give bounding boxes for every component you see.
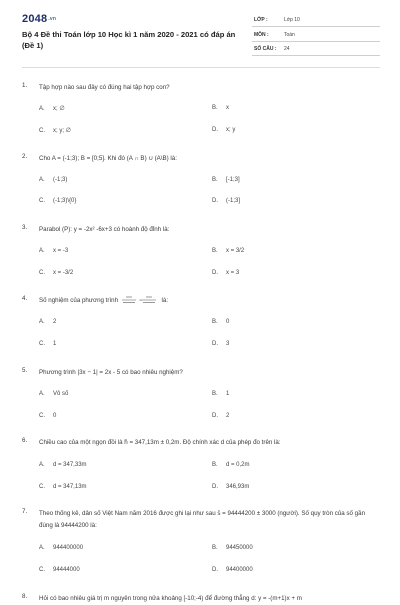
logo-text: 2048 (22, 13, 48, 25)
option-d[interactable] (212, 413, 229, 419)
option-letter: B. (212, 177, 218, 183)
question-stem: Tập hợp nào sau đây có đúng hai tập hợp con? (39, 84, 170, 91)
equation-image (120, 295, 160, 305)
option-a[interactable] (39, 248, 68, 254)
option-a[interactable] (39, 105, 65, 112)
option-text: 0 (226, 319, 230, 325)
question-stem: Hỏi có bao nhiêu giá trị m nguyên trong nửa khoảng [-10;-4) để đường thẳng d: y = -(m+1)x + m (39, 595, 302, 602)
meta-subject (252, 29, 380, 42)
option-d[interactable] (212, 127, 235, 133)
option-letter: C. (39, 413, 45, 419)
option-text: 2 (226, 413, 230, 419)
option-text: (-1;3] (226, 198, 241, 204)
option-letter: D. (212, 198, 218, 204)
logo-domain: .vn (48, 16, 57, 23)
exam-meta (252, 14, 380, 58)
question-stem-text: Số nghiệm của phương trình (39, 297, 119, 304)
header (0, 0, 400, 62)
option-a[interactable] (39, 462, 87, 468)
option-text: 1 (226, 391, 230, 397)
page-title: Bộ 4 Đề thi Toán lớp 10 Học kì 1 năm 2020 - 2021 có đáp án (Đề 1) (22, 30, 236, 50)
question-number: 8. (22, 593, 28, 600)
option-letter: A. (39, 177, 45, 183)
option-letter: A. (39, 319, 45, 325)
question-number: 2. (22, 153, 28, 160)
option-b[interactable] (212, 462, 250, 468)
option-text: 3 (226, 341, 230, 347)
option-d[interactable] (212, 484, 249, 490)
option-b[interactable] (212, 391, 229, 397)
question-stem: Parabol (P): y = -2x² -6x+3 có hoành độ đỉnh là: (39, 226, 170, 233)
question-stem: Theo thống kê, dân số Việt Nam năm 2016 được ghi lại như sau s̄ = 94444200 ± 3000 (người). Số quy tròn của số gần đúng là 94444200 là: (39, 510, 366, 529)
option-letter: C. (39, 198, 45, 204)
question-stem (39, 295, 379, 307)
option-d[interactable] (212, 198, 240, 204)
question-number: 1. (22, 82, 28, 89)
question-number: 4. (22, 295, 28, 302)
question-number: 6. (22, 437, 28, 444)
option-letter: A. (39, 391, 45, 397)
question-number: 7. (22, 508, 28, 515)
option-c[interactable] (39, 341, 56, 347)
option-text: d = 347,13m (53, 484, 87, 490)
meta-class (252, 14, 380, 27)
option-text: Vô số (53, 391, 69, 397)
question-stem: Chiều cao của một ngọn đồi là h̄ = 347,13m ± 0,2m. Độ chính xác d của phép đo trên là: (39, 439, 281, 446)
option-text: (-1;3) (53, 177, 68, 183)
option-letter: C. (39, 128, 45, 134)
option-text: (-1;3)\{0} (53, 198, 77, 204)
option-c[interactable] (39, 127, 71, 134)
meta-count (252, 43, 380, 56)
option-letter: D. (212, 567, 218, 573)
option-letter: B. (212, 545, 218, 551)
option-text: 94450000 (226, 545, 253, 551)
option-text: [-1;3] (226, 177, 240, 183)
option-c[interactable] (39, 484, 87, 490)
option-b[interactable] (212, 545, 253, 551)
option-letter: B. (212, 462, 218, 468)
option-text: x = 3/2 (226, 248, 245, 254)
option-letter: C. (39, 341, 45, 347)
option-letter: D. (212, 127, 218, 133)
option-b[interactable] (212, 105, 229, 111)
option-text: 346,93m (226, 484, 250, 490)
question-stem: Phương trình |3x − 1| = 2x - 5 có bao nhiêu nghiệm? (39, 369, 183, 376)
option-letter: D. (212, 484, 218, 490)
option-text: 94400000 (226, 567, 253, 573)
meta-value: 24 (284, 46, 290, 52)
question-stem: Cho A = (-1;3); B = [0;5]. Khi đó (A ∩ B) ∪ (A\B) là: (39, 155, 177, 162)
option-text: x (226, 105, 229, 111)
option-text: x = -3 (53, 248, 69, 254)
option-letter: C. (39, 567, 45, 573)
option-b[interactable] (212, 319, 229, 325)
option-a[interactable] (39, 319, 56, 325)
option-c[interactable] (39, 567, 80, 573)
meta-label: SỐ CÂU : (254, 46, 277, 52)
site-logo[interactable] (22, 13, 56, 25)
option-a[interactable] (39, 177, 67, 183)
option-a[interactable] (39, 391, 68, 397)
option-d[interactable] (212, 270, 239, 276)
option-letter: A. (39, 545, 45, 551)
option-c[interactable] (39, 270, 73, 276)
option-text: x; y; ∅ (53, 128, 71, 134)
meta-value: Lớp 10 (284, 17, 300, 23)
option-text: 0 (53, 413, 57, 419)
option-letter: A. (39, 106, 45, 112)
option-letter: B. (212, 248, 218, 254)
option-text: 944400000 (53, 545, 84, 551)
option-text: 2 (53, 319, 57, 325)
question-stem-tail: là: (161, 297, 169, 304)
option-a[interactable] (39, 545, 83, 551)
option-text: d = 0,2m (226, 462, 250, 468)
question-number: 3. (22, 224, 28, 231)
option-letter: C. (39, 484, 45, 490)
option-c[interactable] (39, 413, 56, 419)
option-text: x = 3 (226, 270, 240, 276)
meta-label: MÔN : (254, 31, 269, 38)
option-letter: B. (212, 319, 218, 325)
option-text: x; ∅ (53, 106, 65, 112)
option-d[interactable] (212, 567, 253, 573)
option-letter: A. (39, 248, 45, 254)
option-text: 94444000 (53, 567, 80, 573)
option-letter: C. (39, 270, 45, 276)
option-letter: D. (212, 341, 218, 347)
option-text: 1 (53, 341, 57, 347)
option-d[interactable] (212, 341, 229, 347)
option-c[interactable] (39, 198, 76, 204)
option-text: x = -3/2 (53, 270, 74, 276)
meta-label: LỚP : (254, 17, 268, 23)
option-letter: B. (212, 105, 218, 111)
option-letter: D. (212, 270, 218, 276)
question-number: 5. (22, 367, 28, 374)
option-letter: D. (212, 413, 218, 419)
option-b[interactable] (212, 248, 244, 254)
option-text: x; y (226, 127, 236, 133)
svg-text:=: = (138, 297, 143, 303)
option-text: d = 347,33m (53, 462, 87, 468)
option-b[interactable] (212, 177, 240, 183)
option-letter: B. (212, 391, 218, 397)
option-letter: A. (39, 462, 45, 468)
divider (22, 67, 380, 68)
meta-value: Toán (284, 31, 295, 38)
